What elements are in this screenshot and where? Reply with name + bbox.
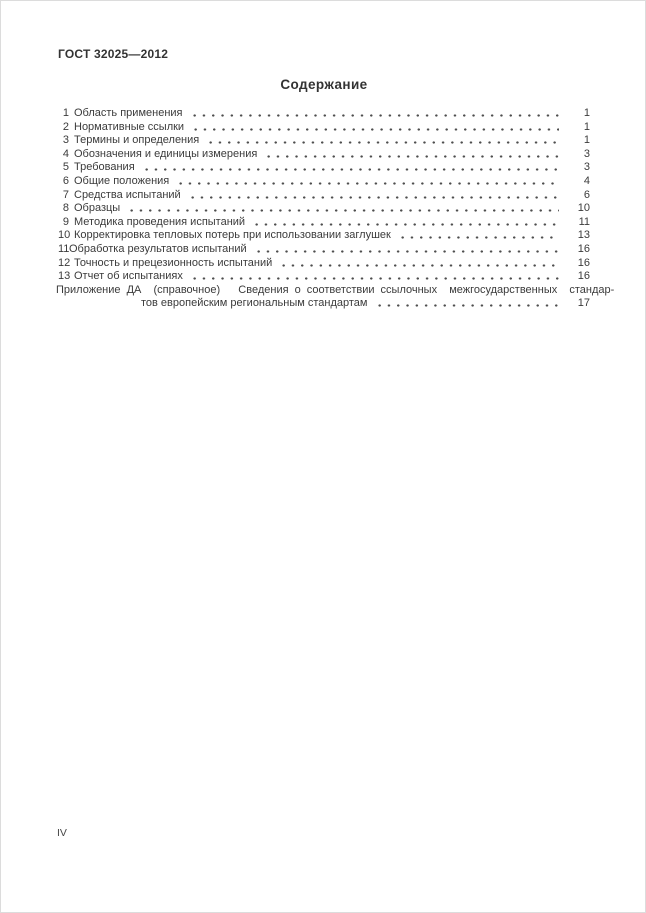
dot-leader xyxy=(398,229,559,243)
toc-entry-title: Средства испытаний xyxy=(74,188,181,201)
toc-entry-page: 3 xyxy=(583,147,590,160)
toc-entry xyxy=(58,202,590,216)
toc-entry xyxy=(58,216,590,230)
toc-entry-title: Точность и прецезионность испытаний xyxy=(74,256,273,269)
dot-leader xyxy=(190,107,560,121)
document-code: ГОСТ 32025—2012 xyxy=(58,47,169,61)
toc-entry-title: Область применения xyxy=(74,107,183,119)
toc-entry-page: 3 xyxy=(583,161,590,174)
toc-entry-page: 10 xyxy=(577,202,590,215)
page-title: Содержание xyxy=(280,77,368,92)
toc-entry xyxy=(58,121,590,135)
toc-entry-number: 1 xyxy=(62,107,69,119)
dot-leader xyxy=(127,202,559,216)
toc-entry-page: 1 xyxy=(583,107,590,119)
appendix-entry xyxy=(56,283,615,311)
toc-entry xyxy=(58,229,590,243)
toc-entry-number: 5 xyxy=(62,161,69,174)
toc-entry-title: Отчет об испытаниях xyxy=(74,270,183,283)
toc-entry-number: 11 xyxy=(58,242,70,255)
toc-entry-page: 4 xyxy=(583,174,590,187)
toc-entry xyxy=(58,257,590,271)
toc-entry xyxy=(58,189,590,203)
dot-leader xyxy=(279,257,559,271)
toc-entry xyxy=(58,175,590,189)
toc-entry-number: 4 xyxy=(62,147,69,160)
toc-entry-title: Термины и определения xyxy=(74,134,200,147)
toc-entry-title: Общие положения xyxy=(74,174,170,187)
toc-entry-page: 1 xyxy=(583,120,590,133)
toc-entry-number: 12 xyxy=(58,256,71,269)
dot-leader xyxy=(191,121,559,135)
toc-entry xyxy=(58,243,590,257)
toc-entry-title: Обозначения и единицы измерения xyxy=(74,147,258,160)
toc-entry-number: 2 xyxy=(62,120,69,133)
toc-entry xyxy=(58,107,590,121)
dot-leader xyxy=(254,243,559,257)
dot-leader xyxy=(142,161,559,175)
toc-entry-page: 11 xyxy=(578,215,590,228)
toc-entry-number: 3 xyxy=(62,134,69,147)
toc-entry-number: 6 xyxy=(62,174,69,187)
table-of-contents xyxy=(56,107,615,311)
toc-entry xyxy=(58,148,590,162)
toc-entry-number: 9 xyxy=(62,215,69,228)
dot-leader xyxy=(375,297,560,311)
toc-entry-number: 7 xyxy=(62,188,69,201)
appendix-text-line2: тов европейским региональным стандартам xyxy=(141,297,368,310)
toc-entry-page: 16 xyxy=(577,270,590,283)
toc-entry-page: 16 xyxy=(577,242,590,255)
toc-entry xyxy=(58,270,590,284)
dot-leader xyxy=(176,175,559,189)
toc-entry-number: 8 xyxy=(62,202,69,215)
appendix-text-line1: Приложение ДА (справочное) Сведения о соответствии ссылочных межгосударственных стандар- xyxy=(56,283,615,296)
toc-entry-title: Нормативные ссылки xyxy=(74,120,185,133)
toc-entry-title: Корректировка тепловых потерь при использовании заглушек xyxy=(74,229,391,242)
toc-entry-number: 10 xyxy=(58,229,71,242)
toc-entry-page: 6 xyxy=(583,188,590,201)
toc-entry-title: Обработка результатов испытаний xyxy=(69,242,247,255)
toc-entry-number: 13 xyxy=(58,270,71,283)
dot-leader xyxy=(264,148,559,162)
toc-entry-page: 16 xyxy=(577,256,590,269)
toc-entry-list xyxy=(58,107,590,284)
toc-entry-page: 13 xyxy=(577,229,590,242)
dot-leader xyxy=(188,189,559,203)
toc-entry xyxy=(58,161,590,175)
appendix-text-line2-row xyxy=(58,297,590,311)
toc-entry-title: Требования xyxy=(74,161,135,174)
toc-entry-page: 1 xyxy=(583,134,590,147)
toc-entry xyxy=(58,134,590,148)
dot-leader xyxy=(252,216,559,230)
folio-page-number: IV xyxy=(57,827,67,839)
toc-entry-title: Образцы xyxy=(74,202,121,215)
toc-entry-title: Методика проведения испытаний xyxy=(74,215,246,228)
dot-leader xyxy=(190,270,559,284)
appendix-page-number: 17 xyxy=(577,297,590,310)
dot-leader xyxy=(206,134,559,148)
